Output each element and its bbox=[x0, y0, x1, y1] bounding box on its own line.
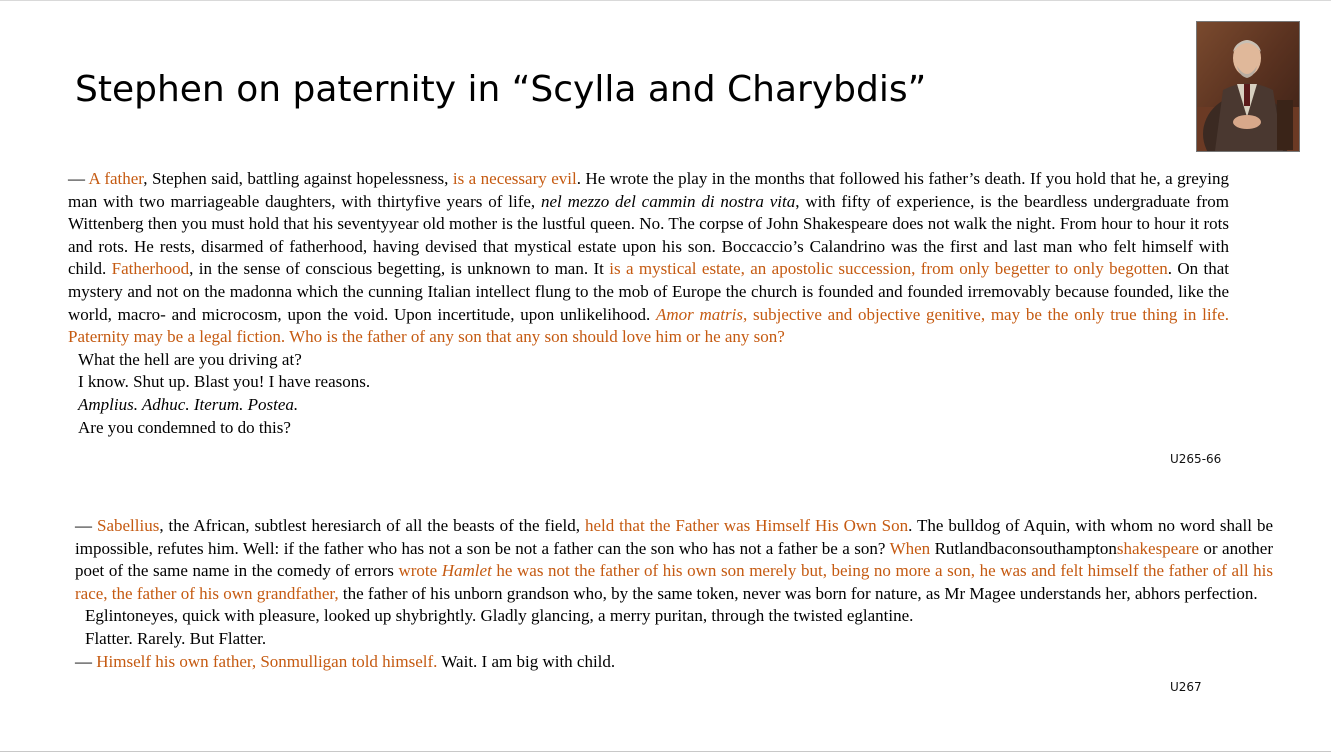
text-run: . He wrote the play in the months that followed his father’s death. If you hold that he, a greying man with two marriageable daughters, with thirtyfive years of life, bbox=[68, 169, 1230, 211]
text-run: or another poet of the same name in the comedy of errors bbox=[75, 538, 1273, 581]
text-run: , with fifty of experience, is the beardless undergraduate from Wittenberg then you must hold that his seventyyear old mother is the lustful queen. No. The corpse of John Shakespeare does not walk the night. From hour to hour it rots and rots. He rests, disarmed of fatherhood, having devised that mystical estate upon his son. Boccaccio’s Calandrino was the first and last man who felt himself with child. bbox=[68, 191, 1230, 279]
slide-bottom-border bbox=[0, 751, 1331, 752]
slide-title: Stephen on paternity in “Scylla and Charybdis” bbox=[75, 69, 927, 110]
citation-reference: U265-66 bbox=[1170, 452, 1222, 466]
quote-line-italic bbox=[68, 394, 1229, 417]
highlight-phrase: is a necessary evil bbox=[452, 169, 577, 188]
quote-line: Are you condemned to do this? bbox=[78, 417, 291, 437]
text-run: , in the sense of conscious begetting, is unknown to man. It bbox=[189, 259, 610, 279]
quote-passage-2 bbox=[75, 515, 1273, 673]
highlight-phrase: is a mystical estate, an apostolic succession, from only begetter to only begotten bbox=[609, 259, 1168, 279]
text-run: Wait. I am big with child. bbox=[437, 651, 616, 671]
highlight-phrase: he was not the father of his own son merely but, being no more a son, he was and felt himself the father of all his race, the father of his own grandfather, bbox=[75, 561, 1273, 603]
highlight-phrase: , subjective and objective genitive, may be the only true thing in life. Paternity may be a legal fiction. Who is the father of any son that any son should love him or he any son? bbox=[68, 304, 1230, 347]
dash: — bbox=[68, 169, 89, 188]
text-run: the father of his unborn grandson who, by the same token, never was born for nature, as Mr Magee understands her, abhors perfection. bbox=[338, 583, 1258, 603]
quote-passage-1 bbox=[68, 168, 1229, 439]
highlight-italic-phrase: Amor matris bbox=[655, 304, 743, 324]
highlight-phrase: shakespeare bbox=[1116, 538, 1199, 558]
highlight-italic-phrase: Hamlet bbox=[441, 561, 492, 581]
highlight-phrase: A father bbox=[88, 169, 144, 188]
quote-line: I know. Shut up. Blast you! I have reasons. bbox=[78, 372, 371, 392]
dash: — bbox=[75, 651, 97, 671]
highlight-phrase: wrote bbox=[398, 561, 442, 581]
italic-phrase: nel mezzo del cammin di nostra vita bbox=[541, 191, 796, 211]
dash: — bbox=[75, 516, 97, 535]
text-run: . On that mystery and not on the madonna which the cunning Italian intellect flung to the mob of Europe the church is founded and founded irremovably because founded, like the world, macro- and microcosm, upon the void. Upon incertitude, upon unlikelihood. bbox=[68, 259, 1229, 324]
highlight-phrase: When bbox=[889, 538, 931, 558]
quote-line: Eglintoneyes, quick with pleasure, looked up shybrightly. Gladly glancing, a merry puritan, through the twisted eglantine. bbox=[85, 606, 914, 626]
text-run: , Stephen said, battling against hopelessness, bbox=[143, 169, 453, 188]
text-run: . The bulldog of Aquin, with whom no word shall be impossible, refutes him. Well: if the father who has not a son be not a father can the son who has not a father be a son? bbox=[75, 516, 1273, 558]
italic-phrase: Amplius. Adhuc. Iterum. Postea. bbox=[78, 394, 299, 414]
highlight-phrase: Himself his own father, Sonmulligan told himself. bbox=[96, 651, 438, 671]
quote-paragraph bbox=[75, 515, 1273, 605]
text-run: Rutlandbaconsouthampton bbox=[930, 538, 1117, 558]
highlight-phrase: held that the Father was Himself His Own Son bbox=[584, 516, 909, 535]
slide-top-border bbox=[0, 0, 1331, 1]
quote-line: What the hell are you driving at? bbox=[78, 349, 302, 369]
text-run: , the African, subtlest heresiarch of all the beasts of the field, bbox=[159, 516, 585, 535]
highlight-phrase: Sabellius bbox=[96, 516, 160, 535]
portrait-photo-icon bbox=[1196, 21, 1300, 152]
quote-paragraph bbox=[68, 168, 1229, 349]
quote-line bbox=[75, 651, 1273, 674]
highlight-phrase: Fatherhood bbox=[111, 259, 190, 279]
citation-reference: U267 bbox=[1170, 680, 1202, 694]
quote-line: Flatter. Rarely. But Flatter. bbox=[85, 628, 267, 648]
